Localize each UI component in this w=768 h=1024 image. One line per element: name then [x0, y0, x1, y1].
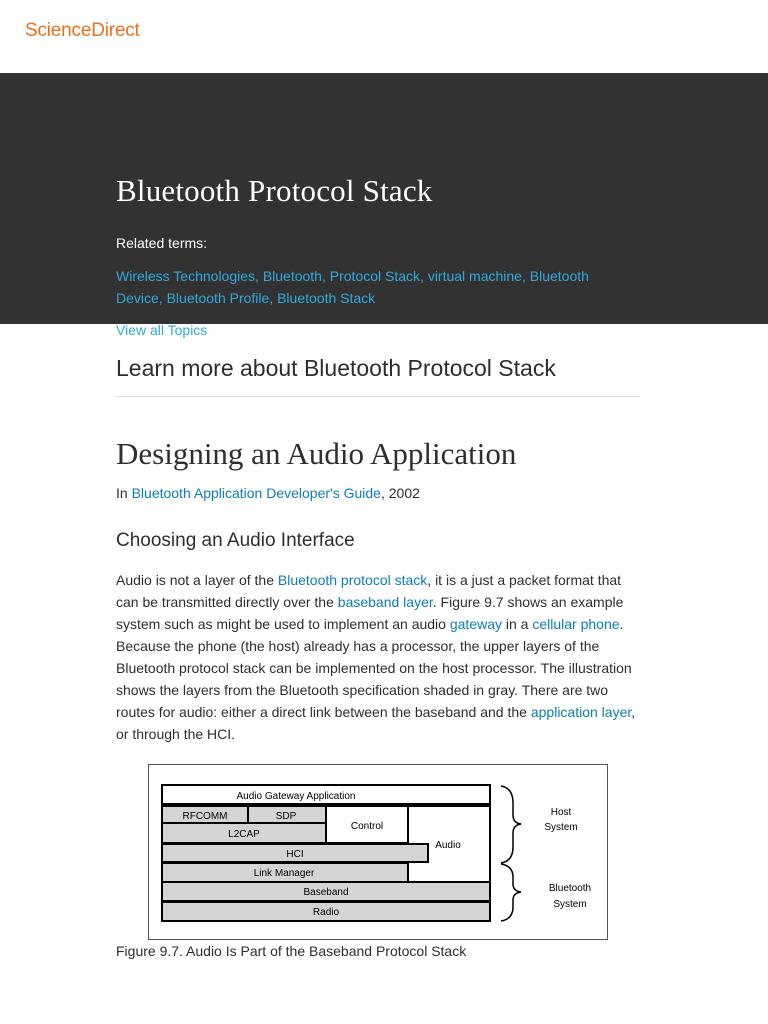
source-prefix: In: [116, 485, 132, 501]
related-terms-label: Related terms:: [116, 235, 208, 251]
layer-audio-label: Audio: [435, 840, 461, 851]
layer-app-label: Audio Gateway Application: [236, 791, 356, 802]
topic-title: Bluetooth Protocol Stack: [116, 173, 433, 208]
layer-baseband-label: Baseband: [303, 887, 349, 898]
related-term-link[interactable]: Bluetooth: [262, 268, 322, 284]
paragraph-text: Audio is not a layer of the: [116, 572, 278, 588]
bluetooth-system-label: System: [553, 899, 587, 910]
paragraph-text: in a: [502, 616, 533, 632]
bluetooth-system-brace-icon: [501, 864, 521, 921]
term-link[interactable]: gateway: [449, 616, 502, 632]
layer-radio-label: Radio: [312, 907, 340, 918]
source-book-link[interactable]: Bluetooth Application Developer's Guide: [131, 485, 381, 501]
figure-9-7[interactable]: [148, 764, 608, 940]
article-title[interactable]: Designing an Audio Application: [116, 436, 517, 471]
source-year: , 2002: [380, 485, 420, 501]
related-term-link[interactable]: Bluetooth Device: [116, 268, 589, 306]
topic-banner: [0, 73, 768, 338]
term-link[interactable]: cellular phone: [532, 616, 620, 632]
layer-rfcomm-label: RFCOMM: [182, 811, 228, 822]
related-term-link[interactable]: Wireless Technologies: [116, 268, 256, 284]
layer-control-label: Control: [350, 821, 384, 832]
sciencedirect-logo[interactable]: ScienceDirect: [25, 20, 140, 41]
figure-caption: Figure 9.7. Audio Is Part of the Baseband Protocol Stack: [116, 943, 467, 959]
section-heading: Choosing an Audio Interface: [116, 530, 355, 551]
term-link[interactable]: Bluetooth protocol stack: [277, 572, 428, 588]
host-system-brace-icon: [501, 786, 521, 863]
related-term-link[interactable]: Bluetooth Stack: [277, 290, 376, 306]
paragraph-text: . Because the phone (the host) already has a processor, the upper layers of the Bluetooth protocol stack can be implemented on the host processor. The illustration shows the layers from the Bluetooth specification shaded in gray. There are two routes for audio: either a direct link between the baseband and the: [116, 616, 632, 720]
related-term-link[interactable]: Bluetooth Profile: [166, 290, 270, 306]
term-link[interactable]: application layer: [530, 704, 632, 720]
article-source: [116, 485, 420, 501]
paragraph-text: . Figure 9.7 shows an example system such as might be used to implement an audio: [116, 594, 624, 632]
site-header: [0, 0, 768, 73]
article-paragraph: [116, 569, 642, 745]
term-link[interactable]: baseband layer: [337, 594, 433, 610]
related-term-link[interactable]: virtual machine: [427, 268, 522, 284]
related-term-link[interactable]: Protocol Stack: [329, 268, 421, 284]
host-system-label: Host: [550, 807, 572, 818]
paragraph-text: , or through the HCI.: [116, 704, 636, 742]
protocol-stack-diagram: [149, 765, 607, 939]
host-system-label: System: [544, 822, 578, 833]
layer-sdp-label: SDP: [275, 811, 297, 822]
bluetooth-system-label: Bluetooth: [548, 883, 592, 894]
learn-more-heading: Learn more about Bluetooth Protocol Stack: [116, 355, 640, 397]
layer-link-manager-label: Link Manager: [253, 868, 315, 879]
related-terms-list: Wireless Technologies, Bluetooth, Protocol Stack, virtual machine, Bluetooth Device, Bluetooth Profile, Bluetooth Stack: [116, 268, 589, 306]
layer-hci-label: HCI: [286, 849, 304, 860]
view-all-topics-link[interactable]: View all Topics: [116, 322, 208, 338]
layer-l2cap-label: L2CAP: [228, 829, 260, 840]
paragraph-text: , it is a just a packet format that can be transmitted directly over the: [116, 572, 622, 610]
